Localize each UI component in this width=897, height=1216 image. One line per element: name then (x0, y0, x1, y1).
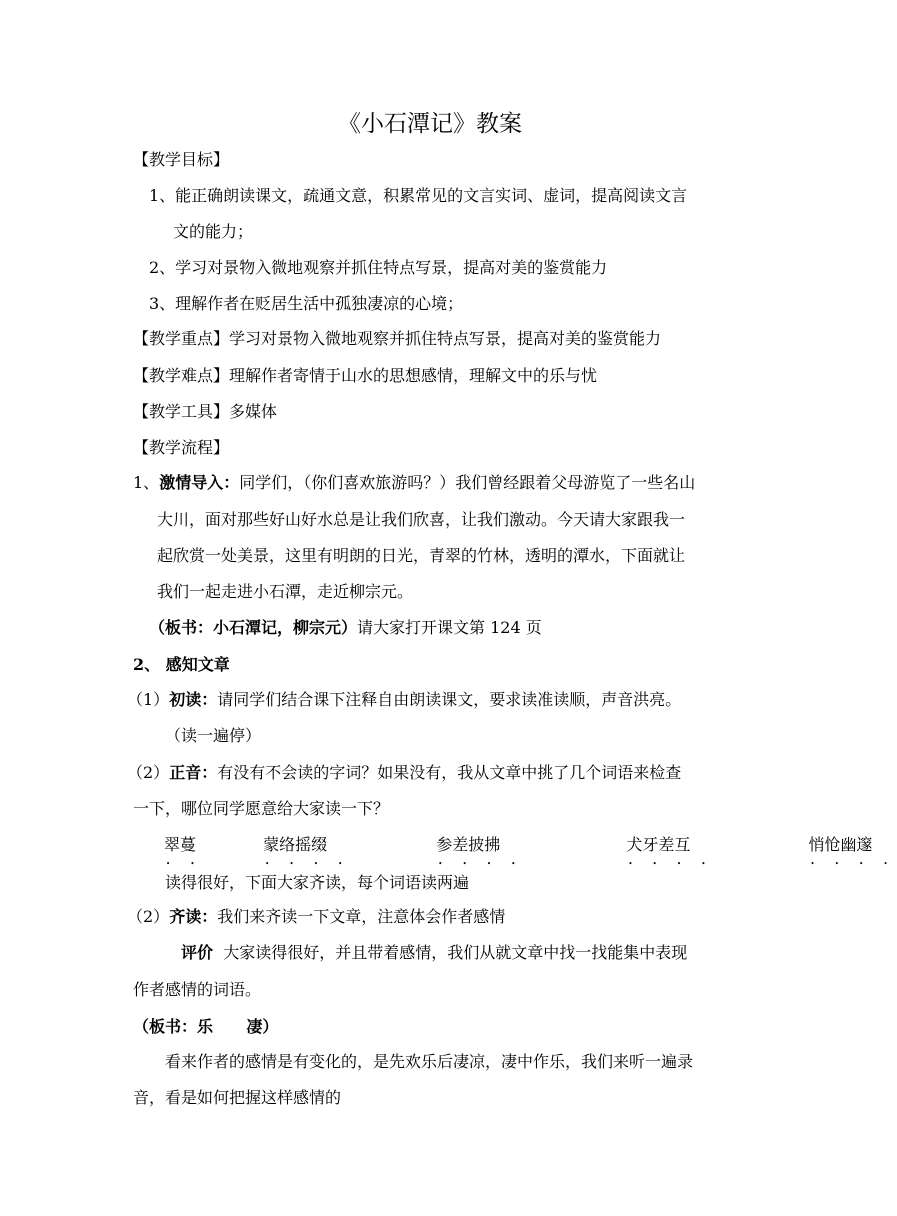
difficulty (133, 366, 597, 386)
vocab-word-1: 翠蔓 • • (164, 835, 196, 855)
difficulty-text: 理解作者寄情于山水的思想感情，理解文中的乐与忧 (229, 366, 598, 385)
tools-label: 【教学工具】 (133, 402, 230, 421)
read2-text: 有没有不会读的字词？如果没有，我从文章中挑了几个词语来检查 (217, 763, 682, 782)
goal-1: 1、能正确朗读课文，疏通文意，积累常见的文言实词、虚词，提高阅读文言 (149, 186, 688, 205)
tools-text: 多媒体 (229, 402, 278, 421)
vocab-after: 读得很好，下面大家齐读，每个词语读两遍 (165, 873, 470, 892)
goal-3: 3、理解作者在贬居生活中孤独凄凉的心境； (149, 294, 464, 313)
read1-num: （1） (127, 690, 170, 709)
read2-cont: 一下，哪位同学愿意给大家读一下？ (133, 799, 390, 818)
read2-num: （2） (127, 763, 170, 782)
board2-text: （板书：乐 凄） (133, 1017, 279, 1036)
read2-label: 正音： (169, 763, 218, 782)
read1-cont: （读一遍停） (165, 726, 262, 745)
step1-line1 (133, 473, 695, 493)
goal-1-cont: 文的能力； (173, 222, 254, 241)
eval-line (181, 943, 687, 963)
process-header: 【教学流程】 (133, 438, 230, 457)
read3-text: 我们来齐读一下文章，注意体会作者感情 (217, 907, 506, 926)
eval-cont: 作者感情的词语。 (133, 980, 262, 999)
read1-line (127, 690, 681, 710)
step1-line4: 我们一起走进小石潭，走近柳宗元。 (157, 582, 414, 601)
step1-board (149, 618, 542, 638)
step2-header (133, 655, 230, 675)
vocab-word-4: 犬牙差互 • • • • (626, 835, 690, 855)
vocab-word-2: 蒙络摇缀 • • • • (263, 835, 327, 855)
step2-header-text: 2、 感知文章 (133, 655, 230, 674)
step1-text: 同学们，（你们喜欢旅游吗？）我们曾经跟着父母游览了一些名山 (239, 473, 696, 492)
vocab-word-5: 悄怆幽邃 • • • • (808, 835, 872, 855)
eval-label: 评价 (181, 943, 214, 962)
para-line2: 音，看是如何把握这样感情的 (133, 1088, 342, 1107)
tools (133, 402, 277, 422)
document-title: 《小石潭记》教案 (338, 111, 522, 137)
goal-2: 2、学习对景物入微地观察并抓住特点写景，提高对美的鉴赏能力 (149, 258, 608, 277)
key-point-text: 学习对景物入微地观察并抓住特点写景，提高对美的鉴赏能力 (229, 329, 662, 348)
board-text: （板书：小石潭记，柳宗元） (149, 618, 358, 637)
read1-text: 请同学们结合课下注释自由朗读课文，要求读准读顺，声音洪亮。 (217, 690, 682, 709)
goals-header: 【教学目标】 (133, 150, 230, 169)
eval-text: 大家读得很好，并且带着感情，我们从就文章中找一找能集中表现 (223, 943, 688, 962)
difficulty-label: 【教学难点】 (133, 366, 230, 385)
read1-label: 初读： (169, 690, 218, 709)
step1-line3: 起欣赏一处美景，这里有明朗的日光，青翠的竹林，透明的潭水，下面就让 (157, 546, 686, 565)
para-line1: 看来作者的感情是有变化的，是先欢乐后凄凉，凄中作乐，我们来听一遍录 (165, 1052, 694, 1071)
key-point (133, 329, 661, 349)
step1-line2: 大川，面对那些好山好水总是让我们欣喜，让我们激动。今天请大家跟我一 (157, 510, 686, 529)
board-after: 请大家打开课文第 124 页 (357, 618, 542, 637)
read2-line (127, 763, 681, 783)
read3-num: （2） (127, 907, 170, 926)
vocab-word-3: 参差披拂 • • • • (436, 835, 500, 855)
read3-line (127, 907, 505, 927)
key-point-label: 【教学重点】 (133, 329, 230, 348)
step1-num: 1、 (133, 473, 160, 492)
step1-label: 激情导入： (159, 473, 240, 492)
board2 (133, 1017, 278, 1037)
read3-label: 齐读： (169, 907, 218, 926)
